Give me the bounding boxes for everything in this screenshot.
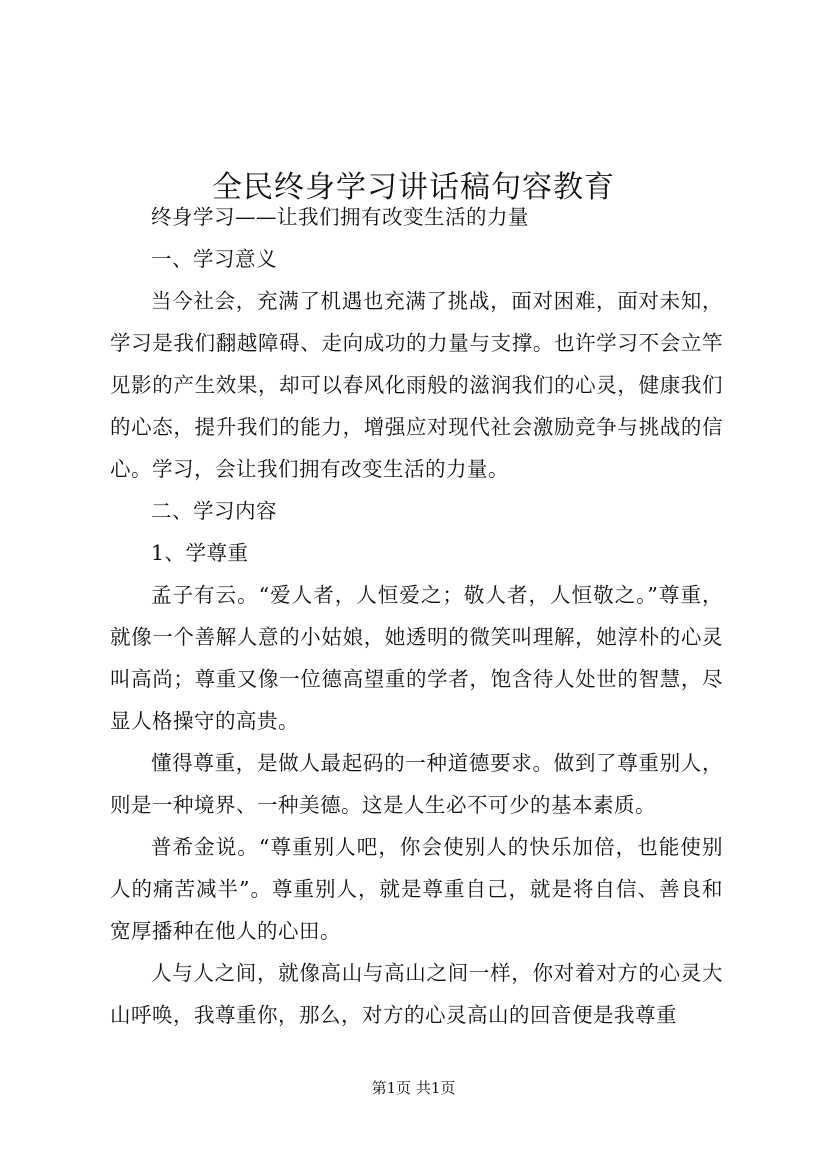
paragraph-significance: 当今社会，充满了机遇也充满了挑战，面对困难，面对未知，学习是我们翻越障碍、走向成功的力量与支撑。也许学习不会立竿见影的产生效果，却可以春风化雨般的滋润我们的心灵，健康我们的心态，提升我们的能力，增强应对现代社会激励竞争与挑战的信心。学习，会让我们拥有改变生活的力量。 [110,289,723,481]
page-footer: 第1页 共1页 [371,1079,456,1097]
page-title: 全民终身学习讲话稿句容教育 [212,170,615,206]
paragraph-understanding-respect: 懂得尊重，是做人最起码的一种道德要求。做到了尊重别人，则是一种境界、一种美德。这是人生必不可少的基本素质。 [110,751,723,817]
section-heading-content: 二、学习内容 [151,499,277,523]
subsection-heading-respect: 1、学尊重 [151,541,249,565]
paragraph-mencius: 孟子有云。“爱人者，人恒爱之；敬人者，人恒敬之。”尊重，就像一个善解人意的小姑娘，她透明的微笑叫理解，她淳朴的心灵叫高尚；尊重又像一位德高望重的学者，饱含待人处世的智慧，尽显人格操守的高贵。 [110,583,723,733]
section-heading-significance: 一、学习意义 [151,247,277,271]
subtitle-paragraph: 终身学习——让我们拥有改变生活的力量 [151,205,529,229]
paragraph-pushkin: 普希金说。“尊重别人吧，你会使别人的快乐加倍，也能使别人的痛苦减半”。尊重别人，就是尊重自己，就是将自信、善良和宽厚播种在他人的心田。 [110,835,723,943]
document-body [110,196,723,1036]
paragraph-mountains: 人与人之间，就像高山与高山之间一样，你对着对方的心灵大山呼唤，我尊重你，那么，对方的心灵高山的回音便是我尊重 [110,961,723,1027]
